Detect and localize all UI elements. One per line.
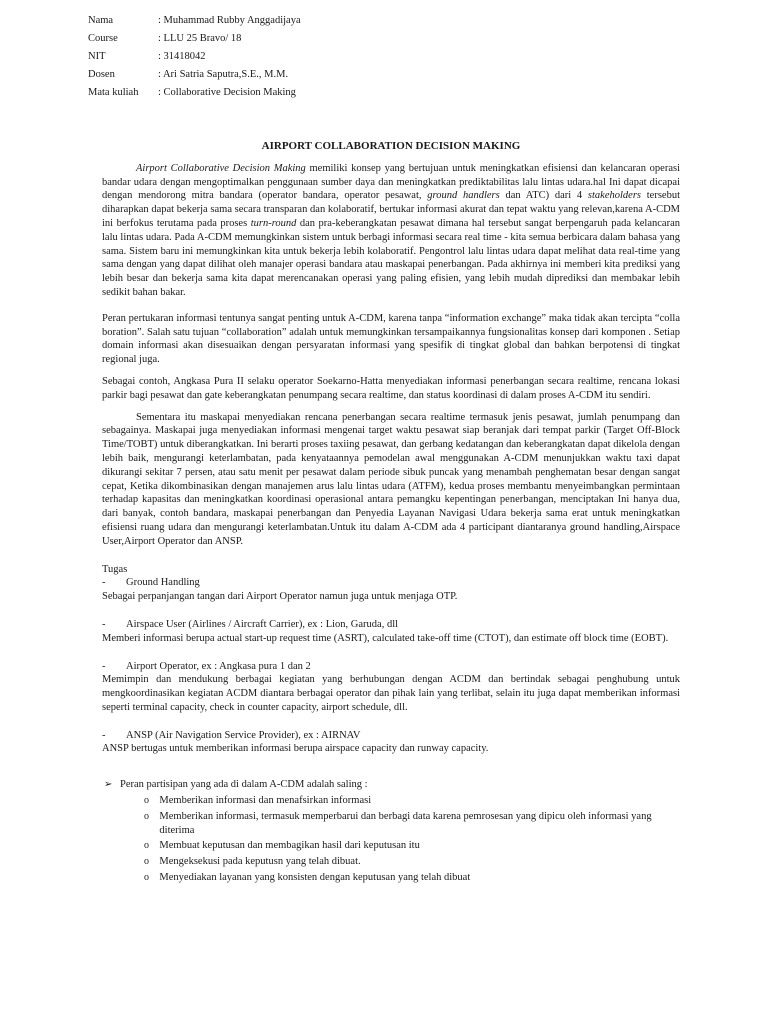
text-run: memiliki konsep yang bertujuan untuk meningkatkan efisiensi dan kelancaran operasi bandar udara dengan mengoptimalkan penggunaan sumber daya dan meningkatkan prediktabilitas lalu lintas udara.hal Ini dapat dicapai dengan mendorong mitra bandara (operator bandara, operator pesawat, (102, 162, 680, 202)
list-item-text: Memberikan informasi, termasuk memperbarui dan berbagi data karena pemrosesan yang dipicu oleh informasi yang diterima (159, 810, 652, 836)
roles-list (144, 794, 680, 885)
info-key: Course (88, 33, 118, 45)
task-label: Airspace User (Airlines / Aircraft Carrier), ex : Lion, Garuda, dll (126, 618, 399, 630)
info-row-course (88, 30, 680, 48)
task-item (102, 660, 680, 715)
list-item-text: Mengeksekusi pada keputusn yang telah dibuat. (159, 856, 361, 868)
text-run: dan pra-keberangkatan pesawat dimana hal tersebut sangat berpengaruh pada kelancaran lalu lintas udara. Pada A-CDM memungkinkan sistem untuk berbagi informasi secara real time - kita semua berbicara dalam bahasa yang sama. Sistem baru ini memungkinkan kita untuk bekerja lebih kolaboratif. Pengontrol lalu lintas udara dapat melihat data real-time yang sama dengan yang dapat dilihat oleh manajer operasi bandara atau maskapai penerbangan. Pada akhirnya ini memberi kita prediksi yang lebih besar dan bekerja sama kita dapat merencanakan operasi yang paling efisien, yang lebih mudah diprediksi dan membakar lebih sedikit bahan bakar. (102, 217, 680, 298)
circle-bullet-icon: o (144, 795, 149, 807)
task-description: Memimpin dan mendukung berbagai kegiatan yang berhubungan dengan ACDM dan bertindak sebagai penghubung untuk mengkoordinasikan kegiatan ACDM diantara berbagai operator dan pihak lain yang terlibat, selain itu juga dapat memberikan informasi seperti terminal capacity, check in counter capacity, airport schedule, dll. (102, 674, 680, 713)
paragraph-example: Sebagai contoh, Angkasa Pura II selaku operator Soekarno-Hatta menyediakan informasi penerbangan secara realtime, rencana lokasi parkir bagi pesawat dan gate keberangkatan penumpang secara realtime, dan status koordinasi di dalam proses A-CDM itu sendiri. (102, 375, 680, 401)
task-label: ANSP (Air Navigation Service Provider), ex : AIRNAV (126, 729, 361, 741)
task-label: Ground Handling (126, 577, 200, 589)
text-run: dan ATC) dari 4 (499, 190, 588, 202)
list-item (144, 855, 680, 869)
task-item (102, 618, 680, 646)
tasks-section (102, 563, 680, 885)
italic-term: Airport Collaborative Decision Making (136, 162, 306, 174)
italic-term: turn-round (250, 217, 297, 229)
list-item-text: Menyediakan layanan yang konsisten dengan keputusan yang telah dibuat (159, 872, 471, 884)
list-item-text: Membuat keputusan dan membagikan hasil dari keputusan itu (159, 840, 420, 852)
italic-term: ground handlers (427, 190, 500, 202)
info-key: Dosen (88, 69, 115, 81)
task-description: Memberi informasi berupa actual start-up request time (ASRT), calculated take-off time (CTOT), dan estimate off block time (EOBT). (102, 632, 669, 644)
info-value: : Muhammad Rubby Anggadijaya (158, 15, 301, 27)
task-item (102, 576, 680, 604)
list-item (144, 810, 680, 838)
task-label: Airport Operator, ex : Angkasa pura 1 dan 2 (126, 660, 311, 672)
roles-heading: Peran partisipan yang ada di dalam A-CDM adalah saling : (120, 779, 368, 791)
list-item (144, 794, 680, 808)
circle-bullet-icon: o (144, 856, 149, 868)
info-value: : 31418042 (158, 51, 206, 63)
text-run: tersebut diharapkan dapat bekerja sama secara transparan dan kolaboratif, bertukar informasi akurat dan tepat waktu yang relevan,karena A-CDM ini berfokus terutama pada proses (102, 190, 680, 229)
roles-heading-row (104, 778, 680, 792)
task-item (102, 729, 680, 757)
info-key: Mata kuliah (88, 87, 139, 99)
list-item-text: Memberikan informasi dan menafsirkan informasi (159, 795, 372, 807)
info-row-name (88, 12, 680, 30)
student-info (88, 12, 680, 102)
info-key: NIT (88, 51, 106, 63)
paragraph-airline: Sementara itu maskapai menyediakan rencana penerbangan secara realtime termasuk jenis pesawat, jumlah penumpang dan sebagainya. Maskapai juga menyediakan informasi mengenai target waktu pesawat siap beranjak dari tempat parkir (Target Off-Block Time/TOBT) untuk diberangkatkan. Ini berarti proses taxiing pesawat, dan gerbang kedatangan dan keberangkatan dapat dikelola dengan lebih baik, mengurangi keterlambatan, pada kenyataannya pemodelan awal menggunakan A-CDM menunjukkan waktu taxi dapat dikurangi sekitar 7 persen, atau satu menit per pesawat dalam periode sibuk puncak yang menambah penghematan besar dengan sangat cepat, Ketika dikombinasikan dengan manajemen arus lalu lintas udara (ATFM), kedua proses membantu menyeimbangkan permintaan terhadap kapasitas dan meningkatkan koordinasi operasional antara pemangku kepentingan penerbangan, menciptakan Ini hanya dua, dari banyak, contoh bandara, maskapai penerbangan dan Penyedia Layanan Navigasi Udara bekerja sama erat untuk meningkatkan efisiensi ruang udara dan mengurangi keterlambatan.Untuk itu dalam A-CDM ada 4 participant diantaranya ground handling,Airspace User,Airport Operator dan ANSP. (102, 411, 680, 547)
info-value: : Collaborative Decision Making (158, 87, 296, 99)
info-row-dosen (88, 66, 680, 84)
info-row-nit (88, 48, 680, 66)
tasks-heading: Tugas (102, 563, 128, 575)
paragraph-information-exchange: Peran pertukaran informasi tentunya sangat penting untuk A-CDM, karena tanpa “information exchange” maka tidak akan tercipta “colla boration”. Salah satu tujuan “collaboration” adalah untuk memungkinkan tersampaikannya fungsionalitas konsep dari komponen . Setiap domain informasi akan disesuaikan dengan persyaratan informasi yang spesifik di tingkat global dan bahkan berpotensi di tingkat regional juga. (102, 312, 680, 366)
info-value: : Ari Satria Saputra,S.E., M.M. (158, 69, 289, 81)
list-item (144, 871, 680, 885)
document-body (102, 162, 680, 549)
circle-bullet-icon: o (144, 810, 149, 822)
document-title: AIRPORT COLLABORATION DECISION MAKING (261, 140, 521, 152)
list-item (144, 839, 680, 853)
document-page (88, 12, 680, 887)
task-description: ANSP bertugas untuk memberikan informasi berupa airspace capacity dan runway capacity. (102, 743, 489, 755)
info-row-course-subject (88, 84, 680, 102)
circle-bullet-icon: o (144, 840, 149, 852)
dash-marker: - (102, 729, 106, 741)
info-key: Nama (88, 15, 114, 27)
arrow-bullet-icon: ➢ (104, 779, 113, 791)
italic-term: stakeholders (587, 190, 641, 202)
paragraph-intro (102, 162, 680, 300)
dash-marker: - (102, 660, 106, 672)
dash-marker: - (102, 618, 106, 630)
task-description: Sebagai perpanjangan tangan dari Airport Operator namun juga untuk menjaga OTP. (102, 591, 458, 603)
circle-bullet-icon: o (144, 872, 149, 884)
dash-marker: - (102, 577, 106, 589)
info-value: : LLU 25 Bravo/ 18 (158, 33, 242, 45)
